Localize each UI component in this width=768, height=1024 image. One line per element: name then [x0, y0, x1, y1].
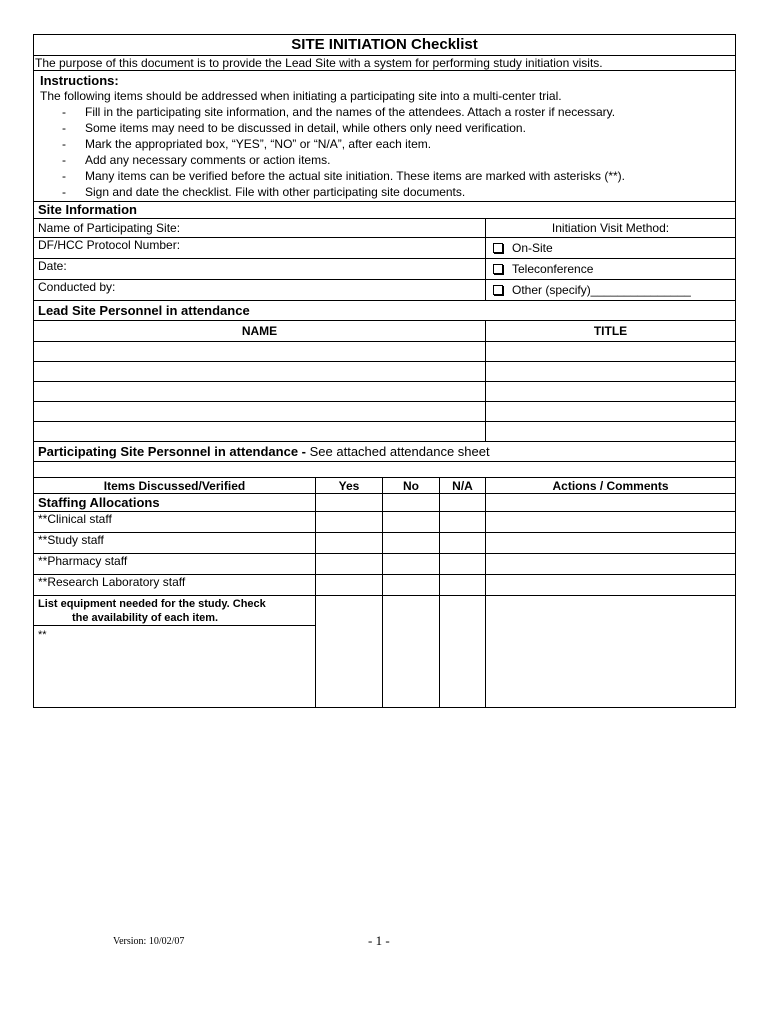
no-cell[interactable]	[383, 575, 440, 596]
date-field[interactable]: Date:	[34, 259, 486, 280]
instruction-item: - Many items can be verified before the actual site initiation. These items are marked with asterisks (**).	[58, 168, 729, 184]
study-staff-item: **Study staff	[34, 533, 316, 554]
attendee-name-cell[interactable]	[34, 422, 486, 442]
attendee-title-cell[interactable]	[486, 342, 736, 362]
clinical-staff-item: **Clinical staff	[34, 512, 316, 533]
yes-cell[interactable]	[316, 533, 383, 554]
attendance-sheet-note: See attached attendance sheet	[309, 443, 490, 459]
site-information-heading: Site Information	[34, 202, 736, 219]
checkbox-icon[interactable]	[493, 285, 503, 295]
attendee-name-cell[interactable]	[34, 382, 486, 402]
equipment-divider	[34, 625, 315, 626]
instruction-item: - Some items may need to be discussed in detail, while others only need verification.	[58, 120, 729, 136]
attendee-title-cell[interactable]	[486, 422, 736, 442]
instructions-heading: Instructions:	[40, 73, 119, 88]
yes-cell[interactable]	[316, 494, 383, 512]
na-cell[interactable]	[440, 575, 486, 596]
purpose-text: The purpose of this document is to provide the Lead Site with a system for performing study initiation visits.	[34, 56, 736, 71]
spacer-row	[34, 462, 736, 478]
page-title: SITE INITIATION Checklist	[34, 35, 736, 56]
attendee-title-cell[interactable]	[486, 362, 736, 382]
pharmacy-staff-item: **Pharmacy staff	[34, 554, 316, 575]
comments-column-header: Actions / Comments	[486, 478, 736, 494]
attendee-name-cell[interactable]	[34, 342, 486, 362]
comments-cell[interactable]	[486, 596, 736, 708]
na-cell[interactable]	[440, 554, 486, 575]
na-cell[interactable]	[440, 596, 486, 708]
no-column-header: No	[383, 478, 440, 494]
equipment-line-1: List equipment needed for the study. Check	[38, 598, 266, 610]
participating-personnel-heading	[34, 442, 736, 462]
no-cell[interactable]	[383, 494, 440, 512]
method-teleconference-option[interactable]	[486, 259, 736, 280]
yes-cell[interactable]	[316, 596, 383, 708]
attendee-title-cell[interactable]	[486, 402, 736, 422]
checkbox-icon[interactable]	[493, 264, 503, 274]
page-number: - 1 -	[368, 933, 390, 948]
attendee-title-cell[interactable]	[486, 382, 736, 402]
na-cell[interactable]	[440, 533, 486, 554]
instruction-item: - Fill in the participating site information, and the names of the attendees. Attach a roster if necessary.	[58, 104, 729, 120]
research-lab-staff-item: **Research Laboratory staff	[34, 575, 316, 596]
initiation-visit-method-label: Initiation Visit Method:	[486, 219, 736, 238]
staffing-allocations-heading: Staffing Allocations	[34, 494, 316, 512]
participating-site-name-field[interactable]: Name of Participating Site:	[34, 219, 486, 238]
instructions-block	[34, 71, 736, 202]
comments-cell[interactable]	[486, 554, 736, 575]
checkbox-icon[interactable]	[493, 243, 503, 253]
no-cell[interactable]	[383, 554, 440, 575]
na-cell[interactable]	[440, 512, 486, 533]
instruction-item: - Sign and date the checklist. File with other participating site documents.	[58, 184, 729, 200]
yes-cell[interactable]	[316, 512, 383, 533]
items-column-header: Items Discussed/Verified	[34, 478, 316, 494]
no-cell[interactable]	[383, 596, 440, 708]
instructions-intro: The following items should be addressed when initiating a participating site into a multi-center trial.	[40, 89, 562, 103]
yes-cell[interactable]	[316, 554, 383, 575]
na-cell[interactable]	[440, 494, 486, 512]
lead-personnel-heading: Lead Site Personnel in attendance	[34, 301, 736, 321]
attendee-name-cell[interactable]	[34, 402, 486, 422]
site-initiation-form	[33, 34, 736, 708]
method-on-site-label: On-Site	[512, 241, 553, 255]
no-cell[interactable]	[383, 512, 440, 533]
equipment-item	[34, 596, 316, 708]
yes-cell[interactable]	[316, 575, 383, 596]
instruction-item: - Mark the appropriated box, “YES”, “NO” or “N/A”, after each item.	[58, 136, 729, 152]
name-column-header: NAME	[34, 321, 486, 342]
participating-personnel-title: Participating Site Personnel in attendance -	[38, 443, 310, 459]
comments-cell[interactable]	[486, 575, 736, 596]
version-footer: Version: 10/02/07	[113, 936, 185, 947]
method-other-label: Other (specify)_______________	[512, 283, 691, 297]
comments-cell[interactable]	[486, 512, 736, 533]
comments-cell[interactable]	[486, 494, 736, 512]
method-teleconference-label: Teleconference	[512, 262, 594, 276]
comments-cell[interactable]	[486, 533, 736, 554]
na-column-header: N/A	[440, 478, 486, 494]
title-column-header: TITLE	[486, 321, 736, 342]
conducted-by-field[interactable]: Conducted by:	[34, 280, 486, 301]
no-cell[interactable]	[383, 533, 440, 554]
instruction-item: - Add any necessary comments or action items.	[58, 152, 729, 168]
protocol-number-field[interactable]: DF/HCC Protocol Number:	[34, 238, 486, 259]
method-on-site-option[interactable]	[486, 238, 736, 259]
instructions-list	[40, 104, 729, 200]
equipment-line-2: the availability of each item.	[72, 612, 219, 624]
yes-column-header: Yes	[316, 478, 383, 494]
attendee-name-cell[interactable]	[34, 362, 486, 382]
equipment-stars: **	[38, 629, 47, 641]
method-other-option[interactable]	[486, 280, 736, 301]
